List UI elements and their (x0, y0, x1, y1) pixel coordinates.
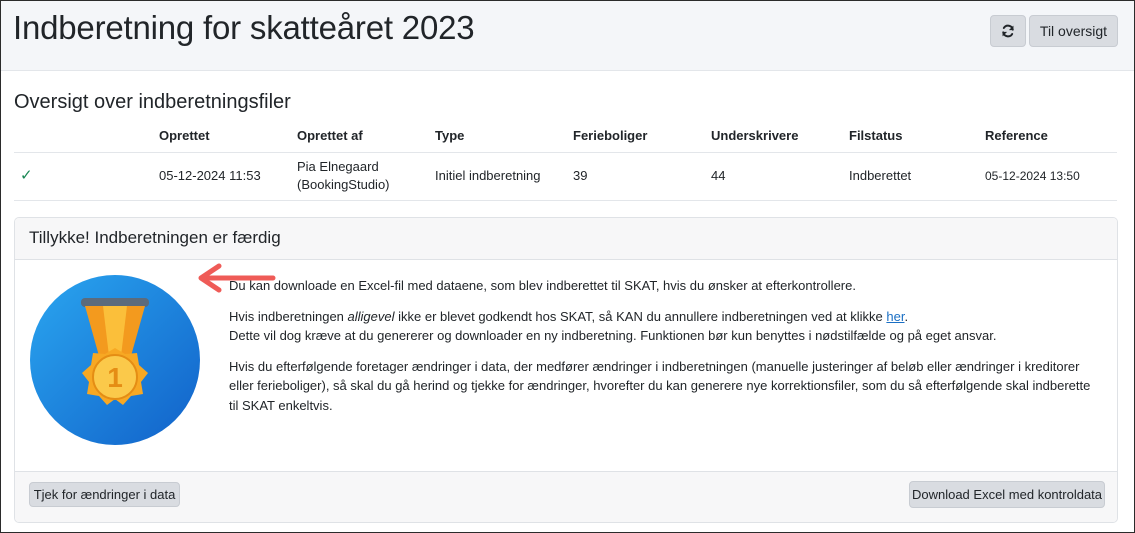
section-title: Oversigt over indberetningsfiler (14, 91, 291, 113)
file-status-cell: Indberettet (849, 152, 985, 200)
card-header (15, 218, 1117, 260)
card-title: Tillykke! Indberetningen er færdig (29, 228, 281, 247)
annul-emphasis: alligevel (347, 308, 395, 324)
annul-link[interactable]: her (886, 308, 905, 324)
table-header-row (14, 119, 1117, 152)
card-footer (15, 471, 1117, 523)
created-cell: 05-12-2024 11:53 (159, 152, 297, 200)
column-header: Underskrivere (711, 119, 849, 152)
table-row (14, 152, 1117, 200)
download-excel-button[interactable]: Download Excel med kontroldata (909, 481, 1105, 508)
column-header: Reference (985, 119, 1117, 152)
holiday-homes-cell: 39 (573, 152, 711, 200)
created-by-cell (297, 152, 435, 200)
created-by-name: Pia Elnegaard (297, 159, 379, 174)
page-header (1, 1, 1134, 71)
annul-text: . (904, 308, 909, 324)
created-by-org: (BookingStudio) (297, 177, 390, 192)
card-body (229, 276, 1099, 426)
overview-button[interactable]: Til oversigt (1029, 15, 1118, 47)
annul-text: ikke er blevet godkendt hos SKAT, så KAN du annullere indberetningen ved at klikke (394, 308, 887, 324)
signers-cell: 44 (711, 152, 849, 200)
column-header: Ferieboliger (573, 119, 711, 152)
files-table (14, 119, 1117, 201)
check-icon: ✓ (14, 152, 159, 200)
page-title: Indberetning for skatteåret 2023 (13, 9, 475, 46)
column-header: Oprettet af (297, 119, 435, 152)
type-cell: Initiel indberetning (435, 152, 573, 200)
annul-text: Hvis indberetningen (229, 308, 348, 324)
success-card (14, 217, 1118, 523)
refresh-icon (1001, 24, 1015, 38)
reference-cell: 05-12-2024 13:50 (985, 152, 1117, 200)
medal-number: 1 (107, 362, 123, 393)
check-changes-button[interactable]: Tjek for ændringer i data (29, 482, 180, 507)
column-header: Filstatus (849, 119, 985, 152)
refresh-button[interactable] (990, 15, 1026, 47)
changes-paragraph: Hvis du efterfølgende foretager ændringer i data, der medfører ændringer i indberetningen (manuelle justeringer af beløb eller ændringer i kreditorer eller ferieboliger), så skal du gå herind og tjekke for ændringer, hvorefter du kan generere nye korrektionsfiler, som du så efterfølgende skal indberette til SKAT enkeltvis. (229, 358, 1091, 413)
column-header: Oprettet (159, 119, 297, 152)
info-paragraph: Du kan downloade en Excel-fil med dataene, som blev indberettet til SKAT, hvis du ønsker at efterkontrollere. (229, 278, 856, 293)
annul-warning: Dette vil dog kræve at du genererer og downloader en ny indberetning. Funktionen bør kun benyttes i nødstilfælde og på eget ansvar. (229, 328, 997, 343)
gold-medal-icon (29, 274, 201, 446)
column-header (14, 119, 159, 152)
red-arrow-left-icon (193, 263, 277, 293)
annul-paragraph (229, 307, 1099, 346)
column-header: Type (435, 119, 573, 152)
